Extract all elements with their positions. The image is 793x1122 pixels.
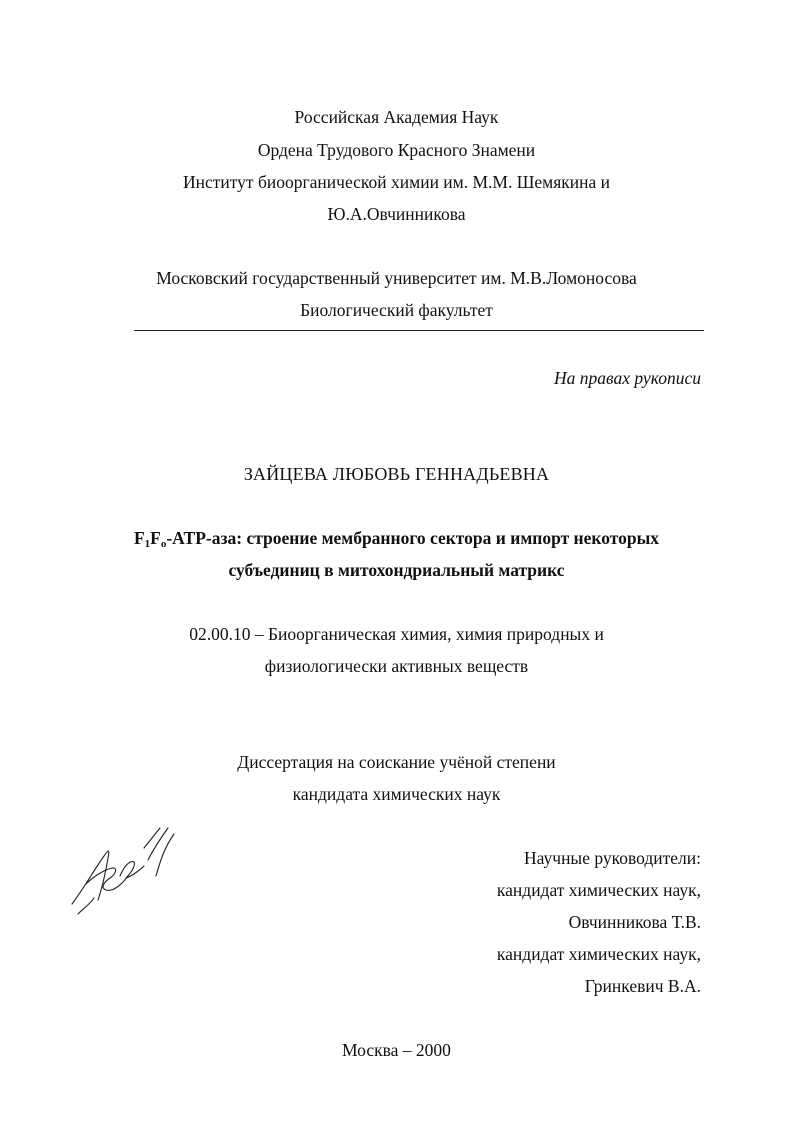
institute-name-line1: Институт биоорганической химии им. М.М. Шемякина и — [182, 172, 611, 192]
handwritten-signature — [64, 818, 184, 928]
thesis-title-line2: субъединиц в митохондриальный матрикс — [228, 560, 565, 580]
order-name: Ордена Трудового Красного Знамени — [257, 140, 536, 160]
supervisors-heading: Научные руководители: — [524, 848, 701, 868]
title-f1-subscript: 1 — [144, 538, 151, 550]
header-divider — [134, 330, 704, 331]
signature-stroke-1 — [72, 851, 109, 904]
institute-name-line2: Ю.А.Овчинникова — [327, 204, 466, 224]
title-f0-subscript: o — [160, 538, 167, 550]
faculty-name: Биологический факультет — [300, 300, 493, 320]
thesis-title-line1 — [0, 528, 793, 554]
supervisor1-name: Овчинникова Т.В. — [568, 912, 701, 932]
signature-stroke-4 — [144, 828, 168, 860]
signature-stroke-3 — [120, 862, 144, 878]
signature-stroke-5 — [156, 834, 174, 876]
specialty-line2: физиологически активных веществ — [264, 656, 529, 676]
title-line1-rest: -ATP-аза: строение мембранного сектора и импорт некоторых — [166, 528, 660, 548]
degree-line2: кандидата химических наук — [292, 784, 501, 804]
degree-line1: Диссертация на соискание учёной степени — [237, 752, 556, 772]
place-and-year: Москва – 2000 — [342, 1040, 451, 1060]
supervisor2-degree: кандидат химических наук, — [496, 944, 701, 964]
manuscript-note: На правах рукописи — [554, 368, 701, 388]
university-name: Московский государственный университет им. М.В.Ломоносова — [156, 268, 637, 288]
author-name: ЗАЙЦЕВА ЛЮБОВЬ ГЕННАДЬЕВНА — [243, 464, 550, 484]
title-f0-letter: F — [150, 528, 161, 548]
academy-name: Российская Академия Наук — [294, 107, 499, 127]
supervisor1-degree: кандидат химических наук, — [496, 880, 701, 900]
title-f1-letter: F — [133, 528, 145, 548]
specialty-line1: 02.00.10 – Биоорганическая химия, химия природных и — [189, 624, 604, 644]
signature-stroke-6 — [78, 898, 94, 914]
supervisor2-name: Гринкевич В.А. — [584, 976, 701, 996]
